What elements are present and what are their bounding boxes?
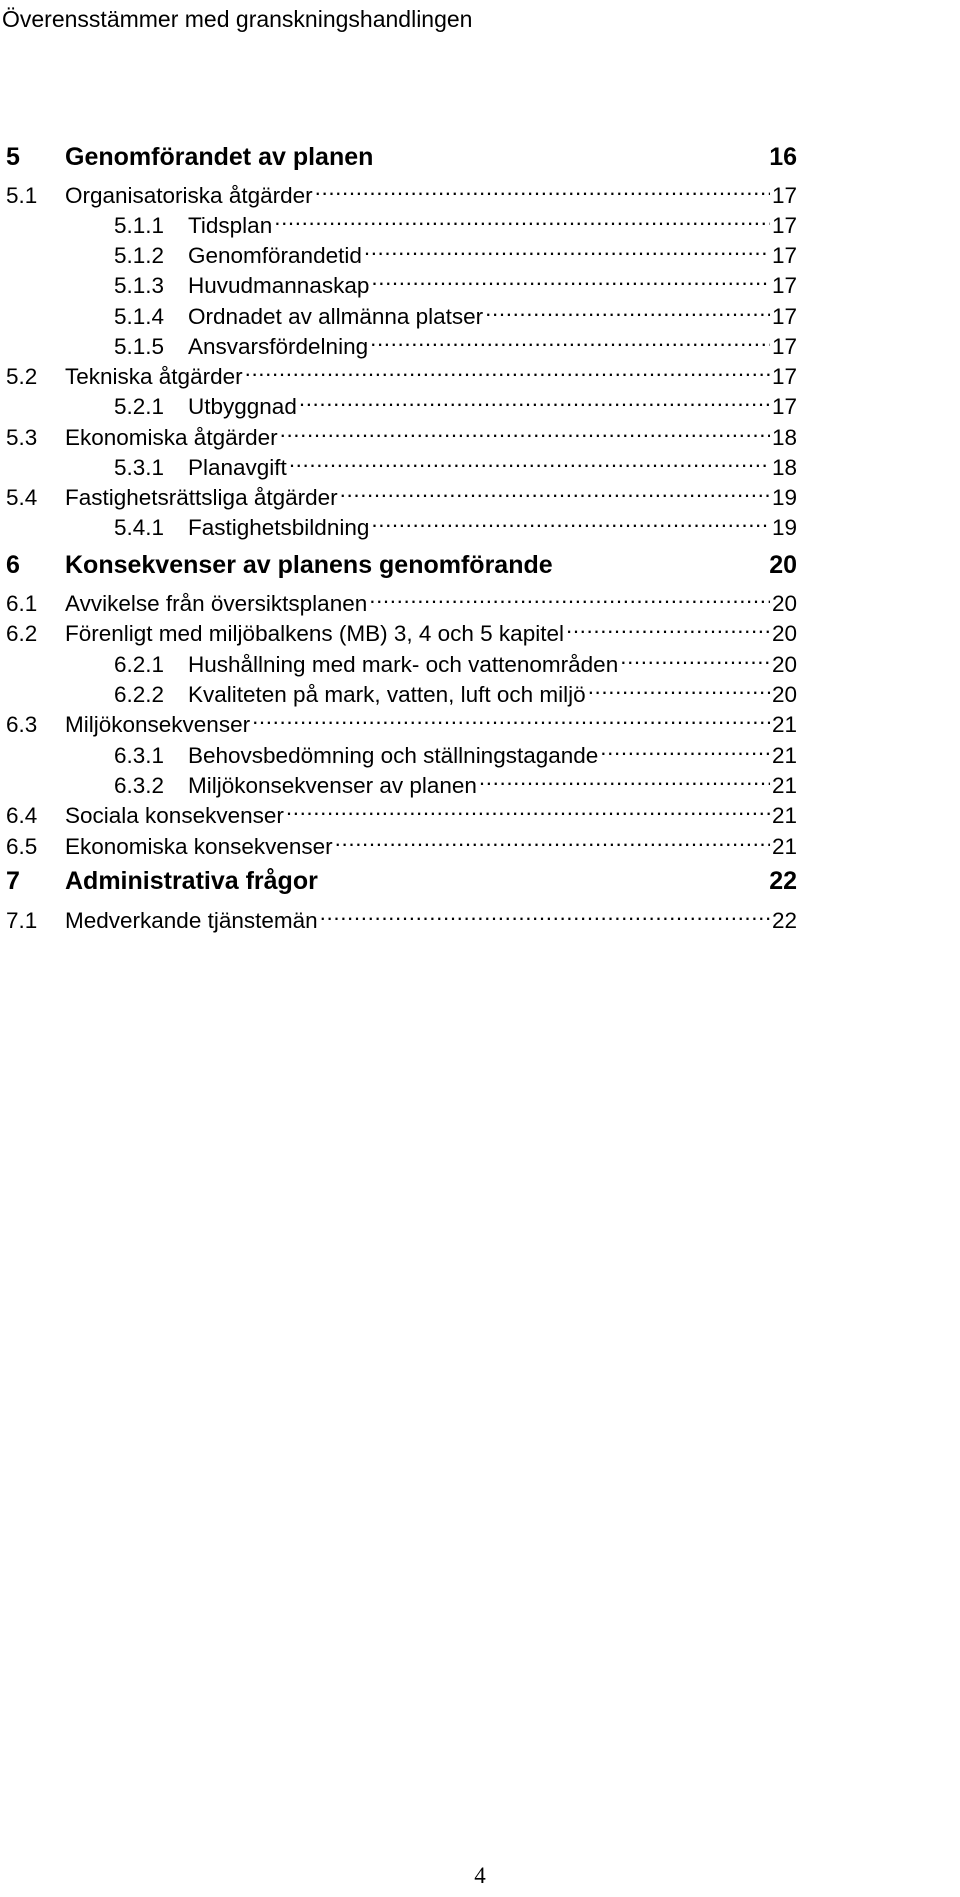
toc-title: Ansvarsfördelning [188,334,369,359]
toc-entry[interactable] [6,824,797,859]
toc-page-number: 20 [769,551,797,579]
toc-leader-dots [299,384,770,414]
toc-entry[interactable] [114,733,797,768]
toc-entry[interactable] [6,475,797,510]
toc-page-number: 17 [771,183,797,208]
toc-entry[interactable] [114,263,797,298]
toc-page-number: 17 [771,394,797,419]
toc-number: 6.4 [6,803,38,828]
page-number: 4 [474,1863,486,1888]
toc-page-number: 18 [771,455,797,480]
toc-number: 5.3 [6,425,38,450]
toc-title: Fastighetsrättsliga åtgärder [65,485,338,510]
toc-page-number: 18 [771,425,797,450]
toc-number: 7.1 [6,908,38,933]
toc-number: 5 [6,143,20,171]
toc-title: Genomförandet av planen [65,143,374,171]
toc-leader-dots [371,263,770,293]
toc-entry[interactable] [6,898,797,933]
toc-page-number: 20 [771,682,797,707]
page-header: Överensstämmer med granskningshandlingen [2,6,473,32]
toc-leader-dots [479,763,770,793]
toc-entry[interactable] [6,611,797,646]
toc-leader-dots [286,793,770,823]
toc-leader-dots [369,581,770,611]
toc-entry[interactable] [114,203,797,238]
toc-leader-dots [274,203,770,233]
toc-chapter[interactable] [6,140,797,174]
toc-title: Tidsplan [188,213,273,238]
toc-number: 5.1.3 [114,273,165,298]
toc-leader-dots [566,611,770,641]
toc-number: 5.3.1 [114,455,165,480]
toc-number: 6.3.1 [114,743,165,768]
toc-title: Miljökonsekvenser av planen [188,773,477,798]
toc-page-number: 17 [771,243,797,268]
toc-leader-dots [245,354,770,384]
toc-entry[interactable] [114,324,797,359]
toc-entry[interactable] [6,702,797,737]
toc-page-number: 19 [771,485,797,510]
toc-page-number: 21 [771,803,797,828]
toc-title: Ordnadet av allmänna platser [188,304,484,329]
toc-page-number: 22 [771,908,797,933]
toc-entry[interactable] [114,384,797,419]
toc-leader-dots [320,898,770,928]
toc-leader-dots [340,475,770,505]
toc-chapter[interactable] [6,548,797,582]
toc-leader-dots [252,702,770,732]
toc-page-number: 21 [771,773,797,798]
toc-number: 5.2.1 [114,394,165,419]
toc-number: 6.2 [6,621,38,646]
toc-leader-dots [315,173,770,203]
toc-entry[interactable] [6,415,797,450]
toc-page-number: 17 [771,273,797,298]
toc-number: 6.3 [6,712,38,737]
toc-number: 5.2 [6,364,38,389]
toc-page-number: 16 [769,143,797,171]
toc-title: Genomförandetid [188,243,362,268]
toc-entry[interactable] [114,642,797,677]
toc-chapter[interactable] [6,864,797,898]
toc-page-number: 22 [769,867,797,895]
toc-number: 5.1.4 [114,304,165,329]
toc-title: Ekonomiska konsekvenser [65,834,333,859]
toc-title: Hushållning med mark- och vattenområden [188,652,619,677]
toc-entry[interactable] [6,581,797,616]
toc-number: 5.4.1 [114,515,165,540]
toc-number: 5.1 [6,183,38,208]
toc-title: Tekniska åtgärder [65,364,243,389]
toc-number: 5.1.2 [114,243,165,268]
toc-entry[interactable] [114,505,797,540]
toc-entry[interactable] [114,763,797,798]
toc-number: 6 [6,551,20,579]
toc-number: 6.5 [6,834,38,859]
toc-page-number: 19 [771,515,797,540]
toc-entry[interactable] [114,233,797,268]
toc-title: Organisatoriska åtgärder [65,183,313,208]
toc-entry[interactable] [6,793,797,828]
toc-title: Utbyggnad [188,394,297,419]
toc-title: Planavgift [188,455,287,480]
toc-page-number: 17 [771,213,797,238]
toc-entry[interactable] [114,445,797,480]
toc-page-number: 21 [771,834,797,859]
toc-page-number: 20 [771,652,797,677]
toc-number: 5.4 [6,485,38,510]
toc-number: 5.1.5 [114,334,165,359]
toc-entry[interactable] [6,173,797,208]
toc-leader-dots [620,642,770,672]
toc-page-number: 17 [771,334,797,359]
toc-page-number: 17 [771,304,797,329]
toc-title: Sociala konsekvenser [65,803,284,828]
toc-title: Kvaliteten på mark, vatten, luft och miljö [188,682,586,707]
toc-title: Avvikelse från översiktsplanen [65,591,368,616]
toc-leader-dots [364,233,770,263]
toc-entry[interactable] [114,294,797,329]
toc-title: Ekonomiska åtgärder [65,425,278,450]
toc-number: 6.1 [6,591,38,616]
toc-number: 5.1.1 [114,213,165,238]
toc-page-number: 17 [771,364,797,389]
toc-title: Fastighetsbildning [188,515,370,540]
toc-leader-dots [588,672,770,702]
toc-number: 6.2.2 [114,682,165,707]
toc-number: 7 [6,867,20,895]
toc-leader-dots [371,505,770,535]
toc-entry[interactable] [114,672,797,707]
toc-page-number: 20 [771,621,797,646]
toc-title: Miljökonsekvenser [65,712,251,737]
toc-leader-dots [335,824,770,854]
toc-number: 6.3.2 [114,773,165,798]
toc-leader-dots [289,445,770,475]
toc-number: 6.2.1 [114,652,165,677]
toc-page-number: 21 [771,712,797,737]
toc-leader-dots [600,733,770,763]
toc-entry[interactable] [6,354,797,389]
toc-title: Konsekvenser av planens genomförande [65,551,553,579]
toc-page-number: 20 [771,591,797,616]
toc-title: Huvudmannaskap [188,273,370,298]
toc-leader-dots [280,415,770,445]
toc-page-number: 21 [771,743,797,768]
toc-title: Medverkande tjänstemän [65,908,318,933]
toc-leader-dots [370,324,770,354]
toc-title: Behovsbedömning och ställningstagande [188,743,599,768]
toc-title: Administrativa frågor [65,867,318,895]
toc-leader-dots [485,294,770,324]
toc-title: Förenligt med miljöbalkens (MB) 3, 4 och 5 kapitel [65,621,564,646]
